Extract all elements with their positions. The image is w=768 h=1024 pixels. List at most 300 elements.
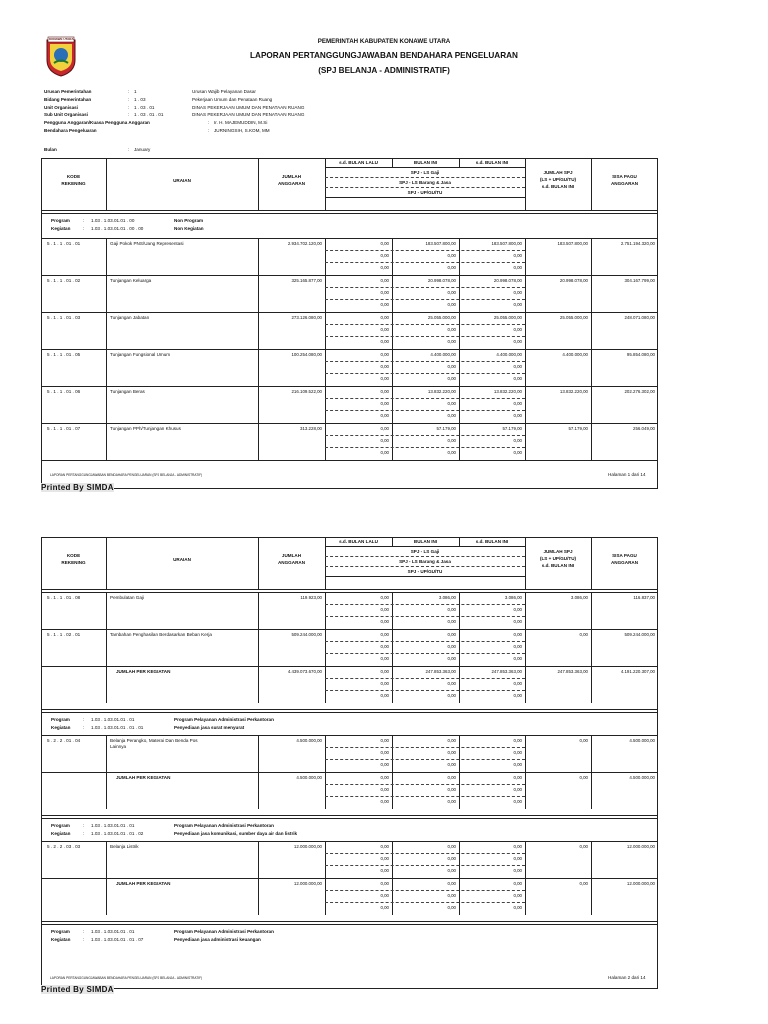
month-value: January <box>134 147 151 152</box>
table-rule <box>41 666 658 667</box>
table-rule <box>392 423 393 460</box>
ls-up-header: (LS + UP/GU/TU) <box>539 556 577 561</box>
sd-value: 0,00 <box>513 681 522 686</box>
lalu-value: 0,00 <box>380 669 389 674</box>
sd-value: 0,00 <box>513 401 522 406</box>
kegiatan-label: Kegiatan <box>51 937 71 942</box>
kegiatan-label: Kegiatan <box>51 725 71 730</box>
ini-value: 0,00 <box>447 775 456 780</box>
program-name: Program Pelayanan Administrasi Perkantoran <box>174 823 274 828</box>
table-rule <box>392 238 393 275</box>
page1-watermark: Printed By SIMDA <box>41 483 114 492</box>
program-separator: : <box>83 823 85 828</box>
table-rule <box>325 299 525 300</box>
month-label: Bulan <box>44 147 57 152</box>
table-rule <box>591 349 592 386</box>
table-rule <box>106 629 107 666</box>
table-rule <box>325 784 525 785</box>
table-rule <box>258 275 259 312</box>
report-subtitle: (SPJ BELANJA - ADMINISTRATIF) <box>318 66 450 75</box>
sd-value: 0,00 <box>513 693 522 698</box>
sd-value: 57.179,00 <box>502 426 522 431</box>
lalu-value: 0,00 <box>380 905 389 910</box>
table-rule <box>392 275 393 312</box>
account-code: 5 . 1 . 1 . 01 . 03 <box>47 315 81 320</box>
sd-value: 0,00 <box>513 750 522 755</box>
account-code: 5 . 1 . 1 . 01 . 01 <box>47 241 81 246</box>
ini-value: 0,00 <box>447 693 456 698</box>
page2-page-number: Halaman 2 dari 14 <box>608 975 646 980</box>
ls-gaji-header: SPJ - LS Gaji <box>410 549 440 554</box>
signer-separator: : <box>208 120 210 126</box>
table-rule <box>325 841 326 878</box>
info-separator: : <box>128 96 130 102</box>
table-rule <box>325 666 326 703</box>
sd-ini-header: s.d. BULAN INI <box>475 160 509 165</box>
sd-value: 20.998.078,00 <box>493 278 522 283</box>
table-rule <box>41 592 658 593</box>
ini-value: 4.400.000,00 <box>430 352 456 357</box>
sd-bulan-ini-header: s.d. BULAN INI <box>541 184 575 189</box>
table-rule <box>392 592 393 629</box>
program-label: Program <box>51 717 70 722</box>
table-rule <box>106 666 107 703</box>
program-code: 1.03 . 1.03.01.01 . 01 <box>91 929 135 934</box>
table-rule <box>459 878 460 915</box>
page1-page-number: Halaman 1 dari 14 <box>608 472 646 477</box>
sd-lalu-header: s.d. BULAN LALU <box>339 539 378 544</box>
table-rule <box>41 460 658 461</box>
program-code: 1.03 . 1.03.01.01 . 00 <box>91 218 135 223</box>
info-description: Pekerjaan Umum dan Penataan Ruang <box>192 96 273 102</box>
table-rule <box>325 759 525 760</box>
table-rule <box>325 187 525 188</box>
anggaran-value: 4.500.000,00 <box>296 738 322 743</box>
subtotal-label: JUMLAH PER KEGIATAN <box>116 881 171 886</box>
lalu-value: 0,00 <box>380 327 389 332</box>
account-description: Belanja Listrik <box>110 844 139 849</box>
anggaran-value: 325.165.877,00 <box>291 278 322 283</box>
table-rule <box>106 349 107 386</box>
info-label: Bidang Pemerintahan <box>44 96 92 102</box>
kegiatan-separator: : <box>83 226 85 231</box>
signer-name: JURNINGSIH, S.KOM, MM <box>214 128 270 133</box>
bulan-ini-header: BULAN INI <box>413 539 438 544</box>
table-rule <box>106 238 107 275</box>
table-rule <box>325 312 326 349</box>
table-rule <box>325 336 525 337</box>
info-label: Sub Unit Organisasi <box>44 112 88 118</box>
table-rule <box>325 878 326 915</box>
account-code: 5 . 1 . 1 . 02 . 01 <box>47 632 81 637</box>
sd-value: 0,00 <box>513 607 522 612</box>
program-name: Program Pelayanan Administrasi Perkantoran <box>174 717 274 722</box>
table-rule <box>525 275 526 312</box>
lalu-value: 0,00 <box>380 762 389 767</box>
ini-value: 0,00 <box>447 607 456 612</box>
government-title: PEMERINTAH KABUPATEN KONAWE UTARA <box>317 38 451 45</box>
sisa-value: 12.000.000,00 <box>626 881 655 886</box>
logo-text: KONAWE UTARA <box>49 37 74 41</box>
table-rule <box>41 386 658 387</box>
ls-up-header: (LS + UP/GU/TU) <box>539 177 577 182</box>
subtotal-label: JUMLAH PER KEGIATAN <box>116 669 171 674</box>
jumlah-spj-value: 183.507.800,00 <box>557 241 588 246</box>
table-rule <box>525 629 526 666</box>
sd-value: 0,00 <box>513 253 522 258</box>
page1-footer-title: LAPORAN PERTANGGUNGJAWABAN BENDAHARA PENGELUARAN (SPJ BELANJA - ADMINISTRATIF) <box>50 473 203 477</box>
sisa-value: 509.244.000,00 <box>624 632 655 637</box>
table-rule <box>41 712 658 713</box>
lalu-value: 0,00 <box>380 290 389 295</box>
sisa-value: 304.167.799,00 <box>624 278 655 283</box>
account-code: 5 . 2 . 2 . 01 . 04 <box>47 738 81 743</box>
program-separator: : <box>83 929 85 934</box>
lalu-value: 0,00 <box>380 738 389 743</box>
table-rule <box>41 210 658 211</box>
table-rule <box>106 158 107 210</box>
table-rule <box>41 709 658 710</box>
kegiatan-separator: : <box>83 937 85 942</box>
jumlah-spj-value: 0,00 <box>579 738 588 743</box>
program-label: Program <box>51 823 70 828</box>
table-rule <box>325 546 525 547</box>
sd-bulan-ini-header: s.d. BULAN INI <box>541 563 575 568</box>
anggaran-value: 12.000.000,00 <box>293 881 322 886</box>
ini-value: 0,00 <box>447 290 456 295</box>
info-code: 1 <box>134 89 137 94</box>
table-rule <box>325 410 525 411</box>
table-rule <box>325 796 525 797</box>
kegiatan-name: Penyediaan jasa surat menyurat <box>174 725 245 730</box>
table-rule <box>325 616 525 617</box>
info-description: Urusan Wajib Pelayanan Dasar <box>192 89 256 94</box>
ini-value: 20.998.078,00 <box>427 278 456 283</box>
table-rule <box>41 772 658 773</box>
sd-value: 0,00 <box>513 893 522 898</box>
ini-value: 0,00 <box>447 632 456 637</box>
table-rule <box>325 772 326 809</box>
jumlah-spj-value: 247.853.363,00 <box>557 669 588 674</box>
table-rule <box>459 629 460 666</box>
rekening-header: REKENING <box>61 181 86 186</box>
lalu-value: 0,00 <box>380 364 389 369</box>
table-rule <box>325 902 525 903</box>
sd-value: 0,00 <box>513 413 522 418</box>
table-rule <box>258 629 259 666</box>
ini-value: 0,00 <box>447 413 456 418</box>
program-separator: : <box>83 717 85 722</box>
table-rule <box>325 653 525 654</box>
table-rule <box>41 629 658 630</box>
table-rule <box>325 690 525 691</box>
table-rule <box>325 576 525 577</box>
table-rule <box>525 666 526 703</box>
jumlah-spj-value: 3.086,00 <box>570 595 588 600</box>
table-rule <box>325 853 525 854</box>
jumlah-spj-value: 13.832.220,00 <box>559 389 588 394</box>
table-rule <box>41 878 658 879</box>
lalu-value: 0,00 <box>380 693 389 698</box>
lalu-value: 0,00 <box>380 413 389 418</box>
sd-value: 0,00 <box>513 290 522 295</box>
table-rule <box>325 604 525 605</box>
ini-value: 247.853.363,00 <box>425 669 456 674</box>
ls-barang-header: SPJ - LS Barang & Jasa <box>399 180 451 185</box>
jumlah-header: JUMLAH <box>281 553 302 558</box>
lalu-value: 0,00 <box>380 632 389 637</box>
ini-value: 0,00 <box>447 762 456 767</box>
lalu-value: 0,00 <box>380 352 389 357</box>
sd-value: 0,00 <box>513 632 522 637</box>
table-rule <box>392 666 393 703</box>
table-rule <box>325 890 525 891</box>
table-rule <box>41 423 658 424</box>
table-rule <box>325 447 525 448</box>
table-rule <box>591 423 592 460</box>
table-rule <box>106 735 107 772</box>
sisa-value: 12.000.000,00 <box>626 844 655 849</box>
kegiatan-code: 1.03 . 1.03.01.01 . 00 . 00 <box>91 226 144 231</box>
signer-name: Ir. H. MAJEMUDDIN, M.Si <box>214 120 268 126</box>
info-label: Urusan Pemerintahan <box>44 89 92 94</box>
ini-value: 0,00 <box>447 656 456 661</box>
account-description: Tunjangan Fungsional Umum <box>110 352 171 357</box>
table-rule <box>41 818 658 819</box>
lalu-value: 0,00 <box>380 856 389 861</box>
lalu-value: 0,00 <box>380 644 389 649</box>
up-header: SPJ - UP/GU/TU <box>407 190 443 195</box>
lalu-value: 0,00 <box>380 438 389 443</box>
table-rule <box>325 556 525 557</box>
sd-value: 0,00 <box>513 619 522 624</box>
table-rule <box>41 921 658 922</box>
table-rule <box>459 423 460 460</box>
ini-value: 0,00 <box>447 881 456 886</box>
table-rule <box>392 772 393 809</box>
info-separator: : <box>128 104 130 110</box>
table-rule <box>106 841 107 878</box>
lalu-value: 0,00 <box>380 315 389 320</box>
table-rule <box>258 312 259 349</box>
table-rule <box>459 312 460 349</box>
table-rule <box>525 386 526 423</box>
sd-value: 0,00 <box>513 881 522 886</box>
info-separator: : <box>128 112 130 118</box>
table-rule <box>392 735 393 772</box>
table-rule <box>325 197 525 198</box>
anggaran-header: ANGGARAN <box>277 560 306 565</box>
table-rule <box>525 735 526 772</box>
sd-value: 0,00 <box>513 450 522 455</box>
table-rule <box>325 275 326 312</box>
rekening-header: REKENING <box>61 560 86 565</box>
table-rule <box>591 386 592 423</box>
sd-value: 0,00 <box>513 868 522 873</box>
table-rule <box>325 678 525 679</box>
table-rule <box>258 423 259 460</box>
sd-value: 0,00 <box>513 856 522 861</box>
ini-value: 0,00 <box>447 376 456 381</box>
lalu-value: 0,00 <box>380 426 389 431</box>
table-rule <box>106 537 107 589</box>
table-rule <box>106 592 107 629</box>
table-rule <box>325 865 525 866</box>
lalu-value: 0,00 <box>380 868 389 873</box>
table-rule <box>459 666 460 703</box>
anggaran-value: 313.228,00 <box>300 426 322 431</box>
table-rule <box>525 238 526 275</box>
table-rule <box>41 238 658 239</box>
sd-value: 0,00 <box>513 762 522 767</box>
sd-value: 0,00 <box>513 265 522 270</box>
table-rule <box>525 349 526 386</box>
lalu-value: 0,00 <box>380 265 389 270</box>
sd-value: 0,00 <box>513 327 522 332</box>
kegiatan-separator: : <box>83 831 85 836</box>
table-rule <box>525 312 526 349</box>
jumlah-spj-value: 0,00 <box>579 844 588 849</box>
ini-value: 0,00 <box>447 450 456 455</box>
table-rule <box>258 349 259 386</box>
sisa2-header: ANGGARAN <box>610 181 639 186</box>
ini-value: 0,00 <box>447 856 456 861</box>
table-rule <box>258 772 259 809</box>
table-rule <box>325 629 326 666</box>
sd-ini-header: s.d. BULAN INI <box>475 539 509 544</box>
table-rule <box>591 275 592 312</box>
table-rule <box>41 312 658 313</box>
lalu-value: 0,00 <box>380 450 389 455</box>
lalu-value: 0,00 <box>380 775 389 780</box>
table-rule <box>325 349 326 386</box>
table-rule <box>591 312 592 349</box>
account-code: 5 . 1 . 1 . 01 . 08 <box>47 595 81 600</box>
table-rule <box>459 275 460 312</box>
table-rule <box>41 735 658 736</box>
lalu-value: 0,00 <box>380 893 389 898</box>
lalu-value: 0,00 <box>380 339 389 344</box>
table-rule <box>258 841 259 878</box>
kode-header: KODE <box>66 553 81 558</box>
sisa-value: 4.500.000,00 <box>629 738 655 743</box>
sisa-value: 2.751.194.320,00 <box>620 241 655 246</box>
ini-value: 0,00 <box>447 339 456 344</box>
jumlah-spj-value: 57.179,00 <box>568 426 588 431</box>
info-code: 1 . 03 . 01 . 01 <box>134 112 164 118</box>
report-title: LAPORAN PERTANGGUNGJAWABAN BENDAHARA PENGELUARAN <box>250 51 518 60</box>
table-rule <box>325 361 525 362</box>
ini-value: 0,00 <box>447 681 456 686</box>
table-rule <box>325 747 525 748</box>
info-description: DINAS PEKERJAAN UMUM DAN PENATAAN RUANG <box>192 104 305 110</box>
table-rule <box>459 349 460 386</box>
table-rule <box>325 641 525 642</box>
table-rule <box>325 373 525 374</box>
table-rule <box>41 924 658 925</box>
ini-value: 0,00 <box>447 253 456 258</box>
table-rule <box>41 213 658 214</box>
table-rule <box>325 287 525 288</box>
anggaran-value: 2.934.702.120,00 <box>287 241 322 246</box>
lalu-value: 0,00 <box>380 302 389 307</box>
table-rule <box>258 735 259 772</box>
lalu-value: 0,00 <box>380 656 389 661</box>
table-rule <box>591 841 592 878</box>
table-rule <box>591 772 592 809</box>
table-rule <box>325 177 525 178</box>
lalu-value: 0,00 <box>380 619 389 624</box>
table-rule <box>325 566 525 567</box>
ini-value: 0,00 <box>447 750 456 755</box>
table-rule <box>459 735 460 772</box>
table-rule <box>392 349 393 386</box>
sd-value: 0,00 <box>513 339 522 344</box>
lalu-value: 0,00 <box>380 607 389 612</box>
account-description: Pembulatan Gaji <box>110 595 144 600</box>
ini-value: 0,00 <box>447 401 456 406</box>
uraian-header: URAIAN <box>173 557 191 562</box>
program-label: Program <box>51 929 70 934</box>
table-rule <box>325 167 525 168</box>
account-description: Tunjangan Beras <box>110 389 145 394</box>
table-rule <box>325 423 326 460</box>
info-separator: : <box>128 89 130 94</box>
table-rule <box>525 592 526 629</box>
sisa-header: SISA PAGU <box>612 174 637 179</box>
table-rule <box>459 841 460 878</box>
uraian-header: URAIAN <box>173 178 191 183</box>
sd-value: 0,00 <box>513 644 522 649</box>
table-rule <box>258 386 259 423</box>
account-description: Tunjangan Jabatan <box>110 315 150 320</box>
lalu-value: 0,00 <box>380 787 389 792</box>
table-rule <box>591 878 592 915</box>
anggaran-value: 100.254.080,00 <box>291 352 322 357</box>
sisa-value: 4.191.220.307,00 <box>620 669 655 674</box>
lalu-value: 0,00 <box>380 881 389 886</box>
table-rule <box>392 841 393 878</box>
table-rule <box>459 238 460 275</box>
sd-lalu-header: s.d. BULAN LALU <box>339 160 378 165</box>
kegiatan-label: Kegiatan <box>51 226 71 231</box>
anggaran-value: 4.439.073.670,00 <box>287 669 322 674</box>
ini-value: 0,00 <box>447 738 456 743</box>
table-rule <box>106 423 107 460</box>
sisa-value: 116.837,00 <box>633 595 655 600</box>
ini-value: 0,00 <box>447 787 456 792</box>
table-rule <box>591 735 592 772</box>
table-rule <box>392 878 393 915</box>
account-description: Gaji Pokok PNS/Uang Representasi <box>110 241 184 246</box>
table-rule <box>525 423 526 460</box>
anggaran-value: 509.244.000,00 <box>291 632 322 637</box>
table-rule <box>325 592 326 629</box>
account-description: Tunjangan Keluarga <box>110 278 152 283</box>
ini-value: 0,00 <box>447 327 456 332</box>
ini-value: 0,00 <box>447 265 456 270</box>
kegiatan-separator: : <box>83 725 85 730</box>
jumlah-spj-value: 4.400.000,00 <box>562 352 588 357</box>
jumlah-spj-header: JUMLAH SPJ <box>543 549 573 554</box>
table-rule <box>325 250 525 251</box>
sisa-value: 4.500.000,00 <box>629 775 655 780</box>
ini-value: 0,00 <box>447 364 456 369</box>
table-rule <box>258 238 259 275</box>
page2-watermark: Printed By SIMDA <box>41 985 114 994</box>
kegiatan-code: 1.03 . 1.03.01.01 . 01 . 07 <box>91 937 144 942</box>
lalu-value: 0,00 <box>380 389 389 394</box>
